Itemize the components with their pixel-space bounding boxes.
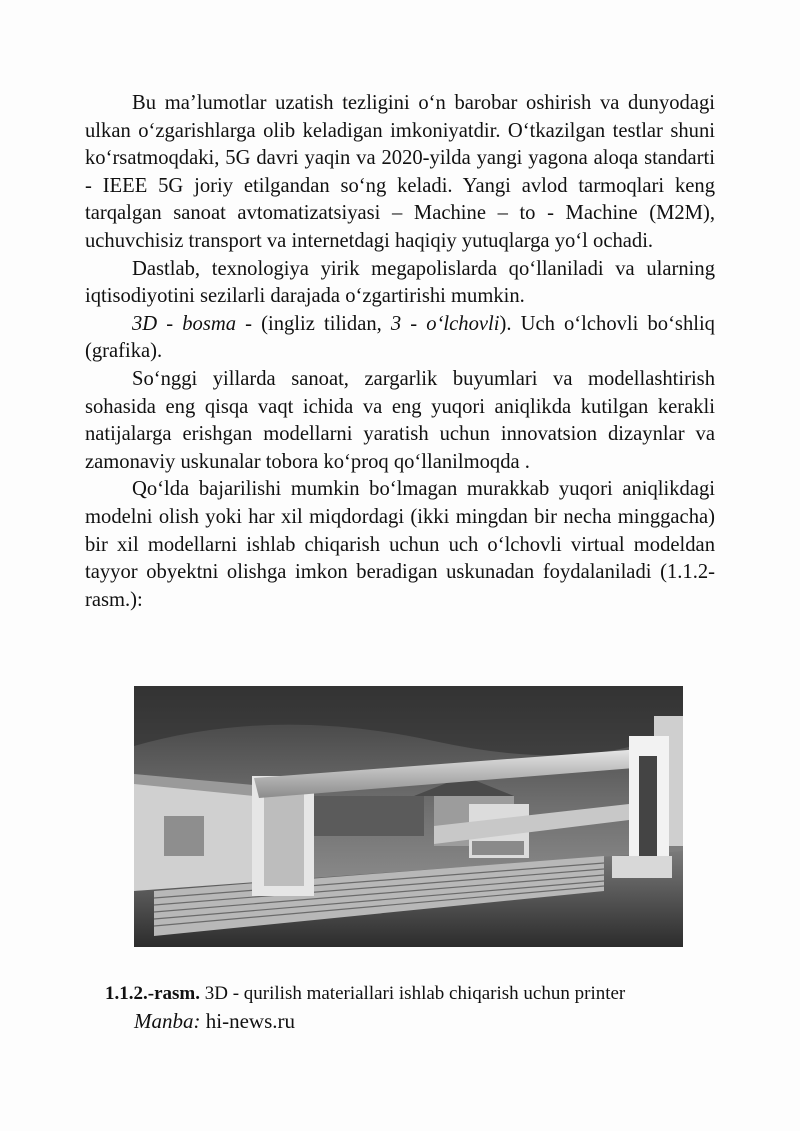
term-3d-bosma: 3D - bosma: [132, 312, 237, 335]
term-translation: 3 - o‘lchovli: [390, 312, 500, 335]
paragraph-2: Dastlab, texnologiya yirik megapolislarda qo‘llaniladi va ularning iqtisodiyotini sezilarli darajada o‘zgartirishi mumkin.: [85, 257, 715, 308]
term-rest: ). Uch o‘lchovli bo‘shliq (grafika).: [85, 312, 715, 363]
paragraph-3: [85, 311, 715, 366]
caption-label: 1.1.2.-rasm.: [105, 983, 200, 1004]
figure-source: [134, 1007, 295, 1035]
paragraph-5: Qo‘lda bajarilishi mumkin bo‘lmagan murakkab yuqori aniqlikdagi modelni olish yoki har xil miqdordagi (ikki mingdan bir necha minggacha) bir xil modellarni ishlab chiqarish uchun uch o‘lchovli virtual modeldan tayyor obyektni olishga imkon beradigan uskunadan foydalaniladi (1.1.2-rasm.):: [85, 478, 715, 611]
printer-photo: [134, 686, 683, 947]
caption-text: 3D - qurilish materiallari ishlab chiqarish uchun printer: [199, 983, 626, 1004]
figure-caption: [105, 981, 745, 1007]
source-text: hi-news.ru: [200, 1009, 295, 1033]
body-text: [85, 90, 715, 614]
source-label: Manba:: [134, 1009, 201, 1033]
term-middle: - (ingliz tilidan,: [236, 312, 391, 335]
paragraph-1: Bu ma’lumotlar uzatish tezligini o‘n barobar oshirish va dunyodagi ulkan o‘zgarishlarga olib keladigan imkoniyatdir. O‘tkazilgan testlar shuni ko‘rsatmoqdaki, 5G davri yaqin va 2020-yilda yangi yagona aloqa standarti - IEEE 5G joriy etilgandan so‘ng keladi. Yangi avlod tarmoqlari keng tarqalgan sanoat avtomatizatsiyasi – Machine – to - Machine (M2M), uchuvchisiz transport va internetdagi haqiqiy yutuqlarga yo‘l ochadi.: [85, 92, 715, 252]
paragraph-4: So‘nggi yillarda sanoat, zargarlik buyumlari va modellashtirish sohasida eng qisqa vaqt ichida va eng yuqori aniqlikda kutilgan kerakli natijalarga erishgan modellarni yaratish uchun innovatsion dizaynlar va zamonaviy uskunalar tobora ko‘proq qo‘llanilmoqda .: [85, 367, 715, 473]
